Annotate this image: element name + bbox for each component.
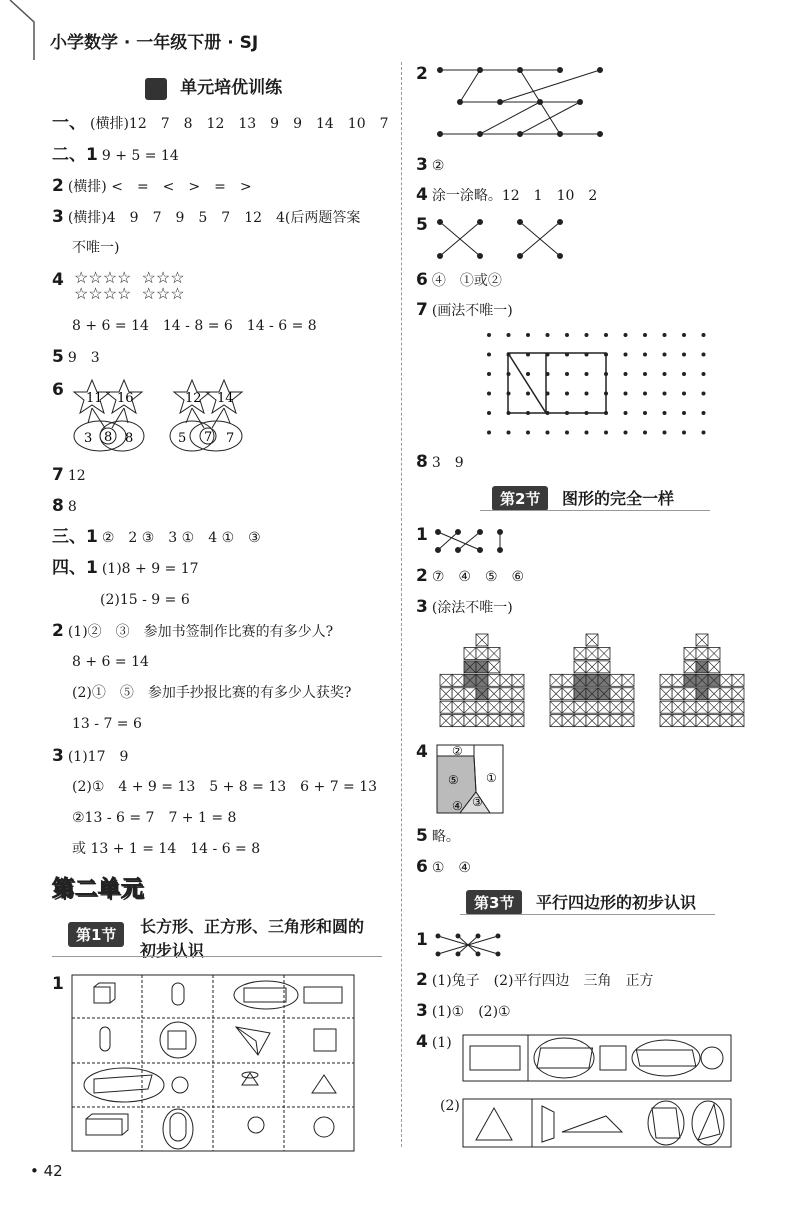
grid-dot <box>487 392 491 396</box>
star-number: 14 <box>217 391 234 406</box>
answer-line: 3 (横排)4 9 7 9 5 7 12 4(后两题答案 <box>52 207 361 227</box>
star-number: 11 <box>86 391 103 406</box>
grid-dot <box>702 333 706 337</box>
grid-dot <box>643 392 647 396</box>
grid-dot <box>604 431 608 435</box>
ellipse-number: 5 <box>178 431 187 446</box>
grid-dot <box>663 333 667 337</box>
line-matching-diagram <box>436 66 606 138</box>
answer-line: 4 <box>416 742 428 762</box>
grid-dot <box>507 333 511 337</box>
dot-grid-drawing <box>486 333 708 441</box>
corner-mark <box>0 0 36 60</box>
grid-dot <box>624 411 628 415</box>
grid-dot <box>682 411 686 415</box>
grid-dot <box>643 431 647 435</box>
grid-dot <box>702 353 706 357</box>
grid-dot <box>624 431 628 435</box>
shape-box-2 <box>462 1098 732 1148</box>
tiled-figures <box>428 630 728 732</box>
grid-dot <box>585 372 589 376</box>
shapes-table <box>72 975 354 1151</box>
grid-dot <box>624 333 628 337</box>
matching-lines <box>434 528 514 554</box>
answer-line: 2 (横排) < = < > = > <box>52 176 252 196</box>
answer-line: 4 (1) <box>416 1032 452 1052</box>
grid-dot <box>585 431 589 435</box>
grid-dot <box>702 392 706 396</box>
answer-line: 4 涂一涂略。12 1 10 2 <box>416 185 598 205</box>
answer-line: ②13 - 6 = 7 7 + 1 = 8 <box>72 810 237 826</box>
grid-dot <box>682 431 686 435</box>
ellipse-number: 8 <box>104 430 113 445</box>
answer-line: (2)① 4 + 9 = 13 5 + 8 = 13 6 + 7 = 13 <box>72 779 378 795</box>
section-1-title: 长方形、正方形、三角形和圆的 <box>140 917 365 936</box>
star-diagram-1 <box>70 378 150 453</box>
star-diagram-2 <box>170 378 250 453</box>
answer-line: 四、1 (1)8 + 9 = 17 <box>52 558 199 578</box>
answer-line: 1 <box>416 525 428 545</box>
grid-dot <box>702 411 706 415</box>
grid-dot <box>565 372 569 376</box>
answer-line: 5 <box>416 215 428 235</box>
grid-dot <box>682 392 686 396</box>
answer-line: 3 (1)① (2)① <box>416 1001 511 1021</box>
grid-dot <box>565 431 569 435</box>
ellipse-number: 8 <box>125 431 134 446</box>
piece-number: ④ <box>452 799 463 813</box>
answer-line: 4 <box>52 270 64 290</box>
grid-dot <box>526 431 530 435</box>
answer-line: 7 (画法不唯一) <box>416 300 513 320</box>
grid-dot <box>663 353 667 357</box>
chart-icon <box>145 78 167 100</box>
answer-line: 3 ② <box>416 155 445 175</box>
answer-line: 1 <box>416 930 428 950</box>
grid-dot <box>526 392 530 396</box>
answer-line: 6 ① ④ <box>416 857 471 877</box>
answer-line: 三、1 ② 2 ③ 3 ① 4 ① ③ <box>52 527 261 547</box>
grid-dot <box>565 333 569 337</box>
grid-dot <box>546 431 550 435</box>
answer-line: 5 9 3 <box>52 347 100 367</box>
grid-dot <box>682 333 686 337</box>
page-number: • 42 <box>30 1162 63 1180</box>
grid-dot <box>604 333 608 337</box>
rule <box>480 510 710 511</box>
answer-line: 2 ⑦ ④ ⑤ ⑥ <box>416 566 525 586</box>
cross-diagram <box>436 218 566 260</box>
piece-number: ① <box>486 771 497 785</box>
grid-dot <box>585 333 589 337</box>
grid-dot <box>702 431 706 435</box>
piece-number: ③ <box>472 795 483 809</box>
unit-title: 第二单元 <box>52 872 144 903</box>
star-number: 16 <box>117 391 134 406</box>
grid-dot <box>643 333 647 337</box>
answer-line: 3 (涂法不唯一) <box>416 597 513 617</box>
ellipse-number: 7 <box>226 431 235 446</box>
answer-line: 8 + 6 = 14 <box>72 654 149 670</box>
cut-square <box>436 744 504 814</box>
answer-line: (2)15 - 9 = 6 <box>100 592 190 608</box>
grid-dot <box>682 372 686 376</box>
matching-lines <box>434 932 504 958</box>
answer-line: (2) <box>440 1098 460 1114</box>
grid-dot <box>663 372 667 376</box>
section-2-title: 图形的完全一样 <box>562 489 675 508</box>
grid-dot <box>507 431 511 435</box>
grid-dot <box>663 431 667 435</box>
grid-dot <box>487 372 491 376</box>
grid-dot <box>624 353 628 357</box>
answer-line: 2 <box>416 64 428 84</box>
section-3-tag: 第3节 <box>466 890 522 915</box>
answer-line: 8 8 <box>52 496 77 516</box>
section-1-tag: 第1节 <box>68 922 124 947</box>
answer-line: 8 + 6 = 14 14 - 8 = 6 14 - 6 = 8 <box>72 318 317 334</box>
grid-dot <box>663 411 667 415</box>
grid-dot <box>526 333 530 337</box>
grid-dot <box>643 411 647 415</box>
grid-dot <box>487 353 491 357</box>
grid-dot <box>487 411 491 415</box>
answer-line: 或 13 + 1 = 14 14 - 6 = 8 <box>72 841 261 857</box>
grid-dot <box>565 392 569 396</box>
grid-dot <box>682 353 686 357</box>
answer-line: 二、1 9 + 5 = 14 <box>52 145 179 165</box>
answer-line: 6 <box>52 380 64 400</box>
stars-group: ☆☆☆☆ ☆☆☆ ☆☆☆☆ ☆☆☆ <box>74 268 185 303</box>
answer-line: 5 略。 <box>416 826 460 846</box>
answer-line: 不唯一) <box>72 240 120 256</box>
rule <box>52 956 382 957</box>
grid-dot <box>546 333 550 337</box>
grid-dot <box>643 353 647 357</box>
section-3-title: 平行四边形的初步认识 <box>536 893 697 912</box>
answer-line: 2 (1)② ③ 参加书签制作比赛的有多少人? <box>52 621 334 641</box>
answer-line: (2)① ⑤ 参加手抄报比赛的有多少人获奖? <box>72 685 352 701</box>
section-1-title: 初步认识 <box>140 941 205 960</box>
section-2-tag: 第2节 <box>492 486 548 511</box>
grid-dot <box>487 333 491 337</box>
grid-dot <box>643 372 647 376</box>
piece-number: ② <box>452 744 463 758</box>
answer-line: 1 <box>52 974 64 994</box>
ellipse-number: 3 <box>84 431 93 446</box>
grid-dot <box>663 392 667 396</box>
grid-dot <box>624 372 628 376</box>
grid-dot <box>585 392 589 396</box>
answer-line: 2 (1)兔子 (2)平行四边 三角 正方 <box>416 970 654 990</box>
grid-dot <box>702 372 706 376</box>
grid-dot <box>487 431 491 435</box>
grid-dot <box>624 392 628 396</box>
shape-box-1 <box>462 1034 732 1082</box>
answer-line: 3 (1)17 9 <box>52 746 129 766</box>
header-title: 小学数学 · 一年级下册 · SJ <box>50 33 259 53</box>
answer-line: 13 - 7 = 6 <box>72 716 142 732</box>
ellipse-number: 7 <box>204 430 213 445</box>
star-number: 12 <box>185 391 202 406</box>
column-divider <box>401 62 403 1147</box>
answer-line: 一、 (横排)12 7 8 12 13 9 9 14 10 7 <box>52 113 389 133</box>
answer-line: 8 3 9 <box>416 452 464 472</box>
answer-line: 7 12 <box>52 465 86 485</box>
rule <box>460 914 715 915</box>
grid-dot <box>526 372 530 376</box>
piece-number: ⑤ <box>448 773 459 787</box>
unit-review-heading: 单元培优训练 <box>145 73 282 100</box>
answer-line: 6 ④ ①或② <box>416 270 502 290</box>
